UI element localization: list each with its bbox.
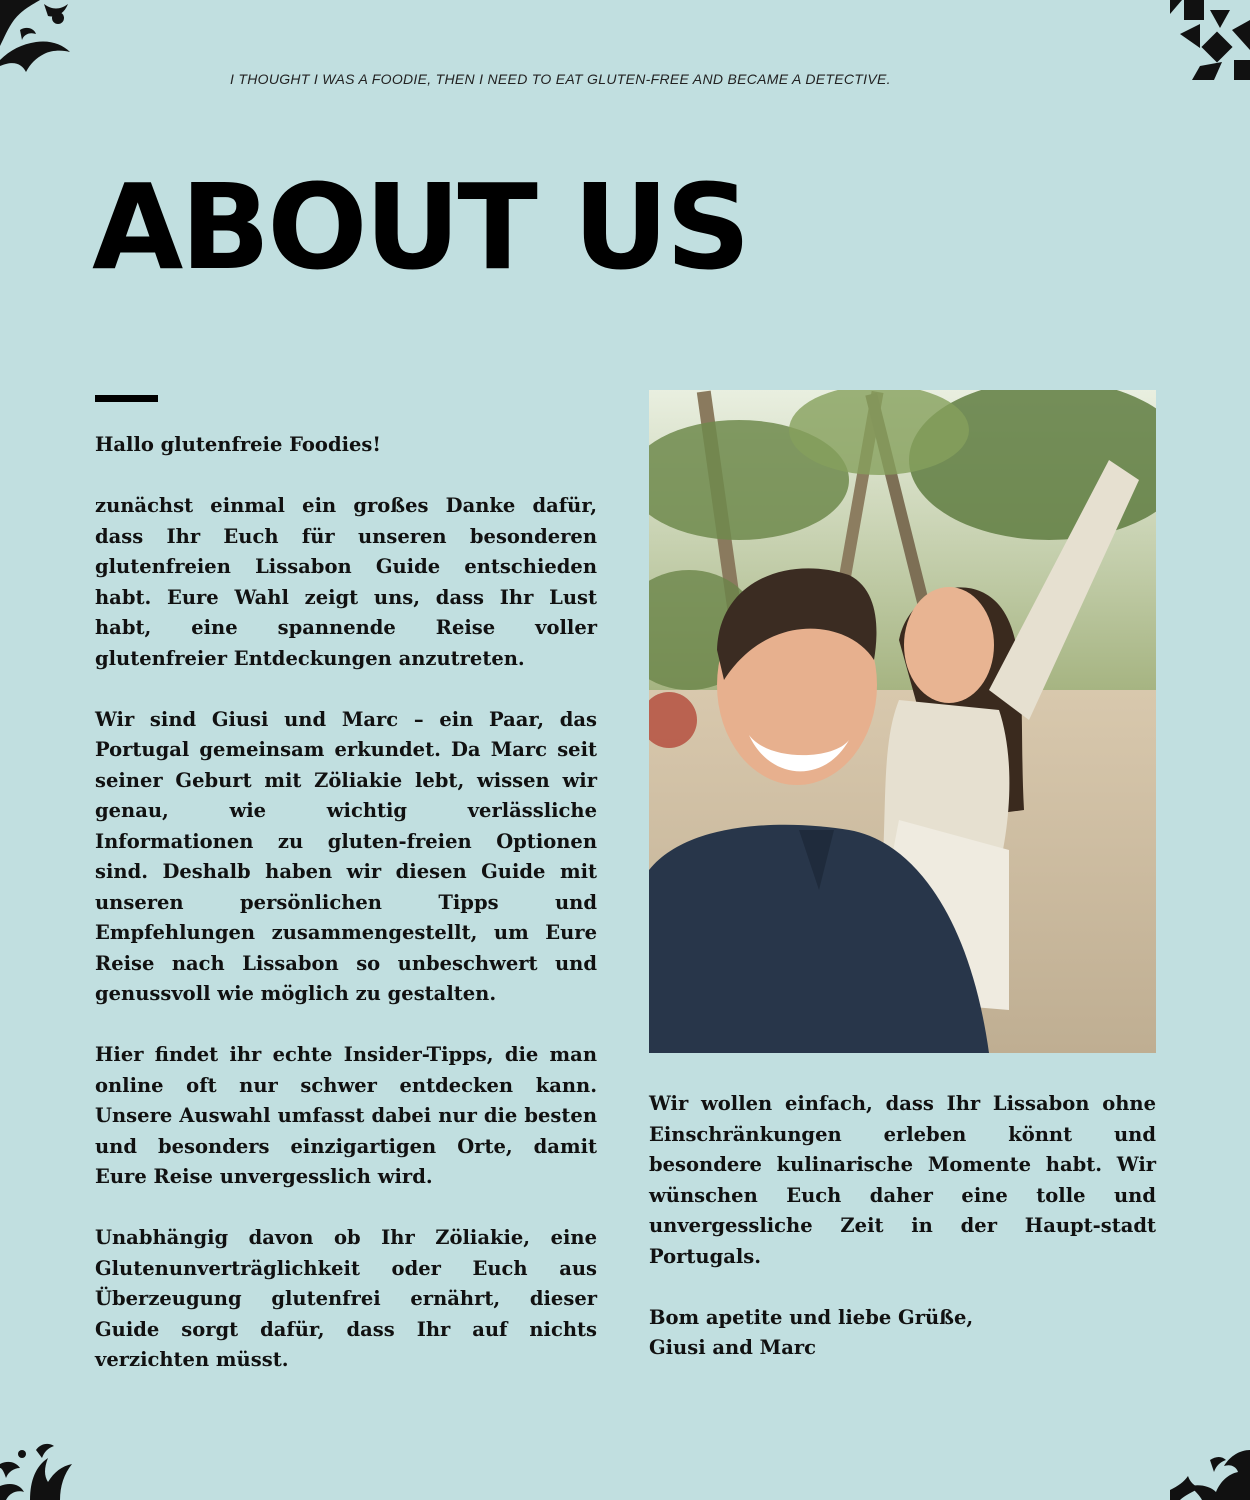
left-text-column [95, 430, 597, 1376]
page-title: ABOUT US [92, 158, 748, 296]
ornament-bottom-right-icon [1170, 1420, 1250, 1500]
insider-tips-paragraph: Hier findet ihr echte Insider-Tipps, die man online oft nur schwer entdecken kann. Unsere Auswahl umfasst dabei nur die besten und besonders einzigartigen Orte, damit Eure Reise unvergesslich wird. [95, 1043, 597, 1188]
couple-selfie-photo [649, 390, 1156, 1053]
intro-paragraph: zunächst einmal ein großes Danke dafür, dass Ihr Euch für unseren besonderen glutenfreien Lissabon Guide entschieden habt. Eure Wahl zeigt uns, dass Ihr Lust habt, eine spannende Reise voller glutenfreier Entdeckungen anzutreten. [95, 494, 597, 670]
closing-line: Bom apetite und liebe Grüße, [649, 1305, 974, 1329]
right-text-column [649, 1089, 1156, 1364]
ornament-top-right-icon [1170, 0, 1250, 80]
wishes-paragraph: Wir wollen einfach, dass Ihr Lissabon ohne Einschränkungen erleben könnt und besondere kulinarische Momente habt. Wir wünschen Euch daher eine tolle und unvergessliche Zeit in der Haupt-stadt Portugals. [649, 1092, 1156, 1268]
ornament-top-left-icon [0, 0, 80, 80]
signature: Giusi and Marc [649, 1336, 817, 1359]
greeting: Hallo glutenfreie Foodies! [95, 433, 381, 456]
gluten-free-paragraph: Unabhängig davon ob Ihr Zöliakie, eine Glutenunverträglichkeit oder Euch aus Überzeugung glutenfrei ernährt, dieser Guide sorgt dafür, dass Ihr auf nichts verzichten müsst. [95, 1226, 597, 1371]
ornament-bottom-left-icon [0, 1420, 80, 1500]
closing [649, 1303, 1156, 1364]
about-paragraph: Wir sind Giusi und Marc – ein Paar, das Portugal gemeinsam erkundet. Da Marc seit seiner Geburt mit Zöliakie lebt, wissen wir genau, wie wichtig verlässliche Informationen zu gluten-freien Optionen sind. Deshalb haben wir diesen Guide mit unseren persönlichen Tipps und Empfehlungen zusammengestellt, um Eure Reise nach Lissabon so unbeschwert und genussvoll wie möglich zu gestalten. [95, 707, 597, 1005]
tagline: I THOUGHT I WAS A FOODIE, THEN I NEED TO EAT GLUTEN-FREE AND BECAME A DETECTIVE. [230, 71, 891, 87]
title-divider [95, 395, 158, 402]
